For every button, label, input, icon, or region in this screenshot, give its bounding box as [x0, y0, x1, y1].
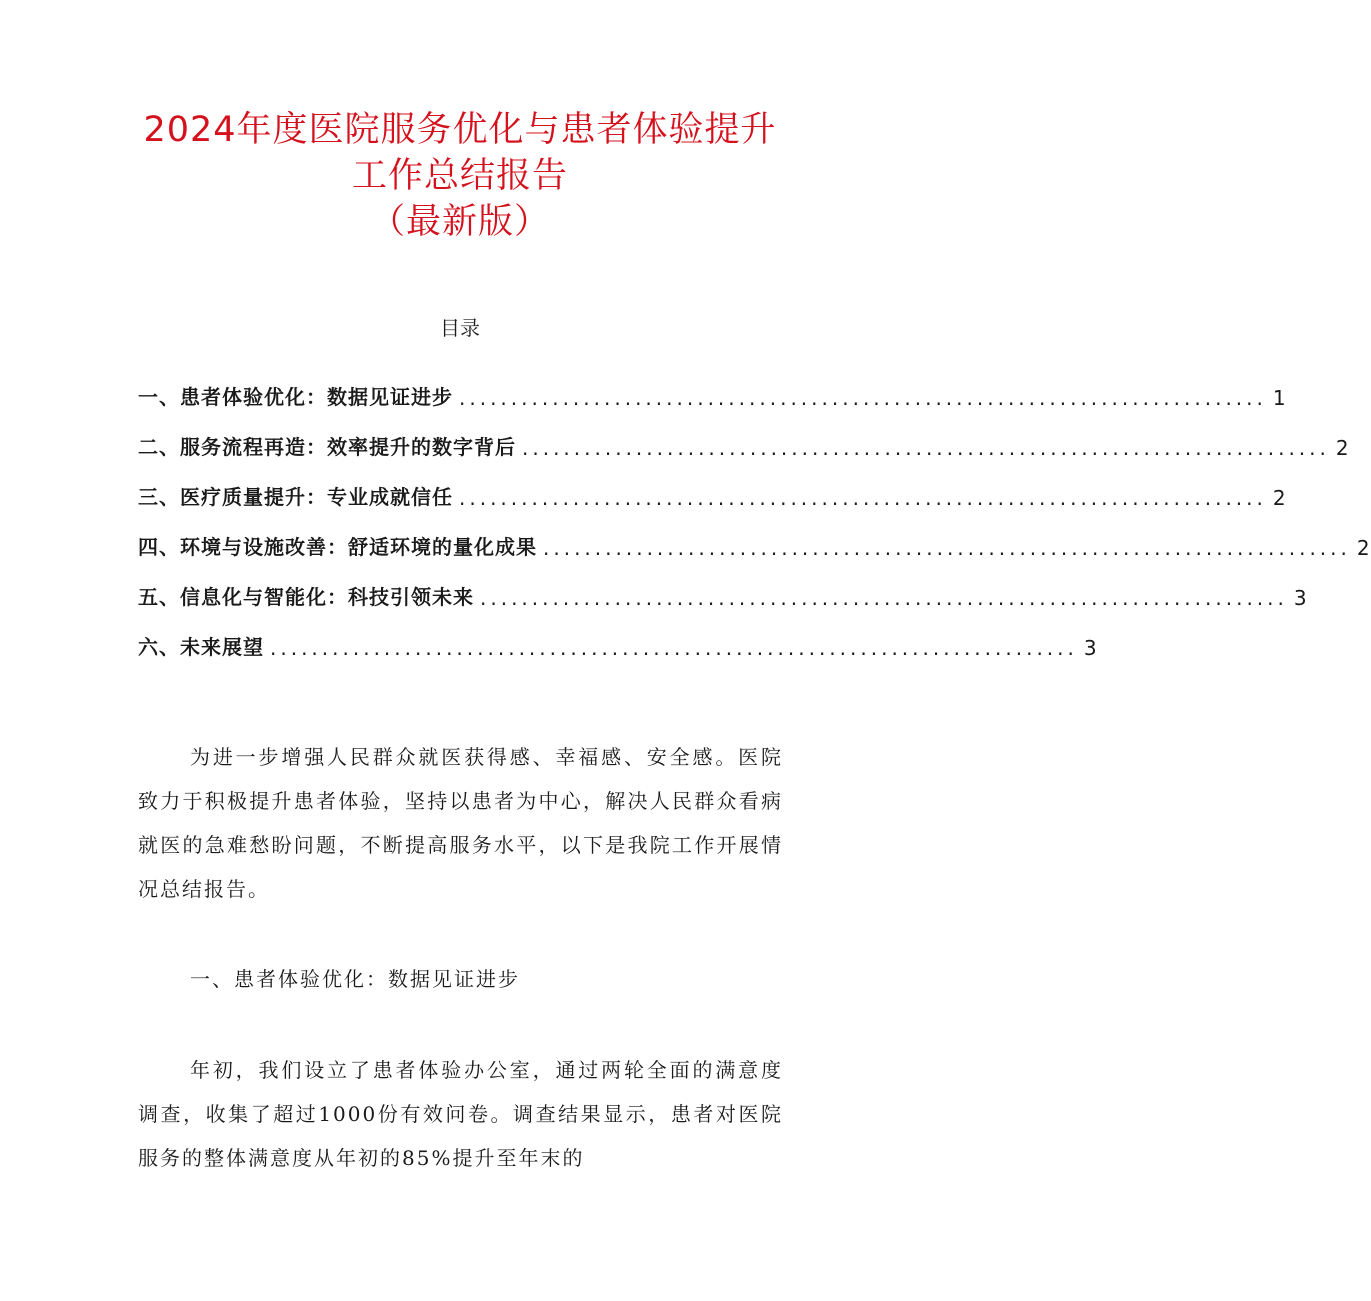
toc-entry[interactable] [138, 460, 1287, 510]
toc-entry-label: 六、未来展望 [138, 635, 264, 659]
toc-leader-dots: .............................................................................. [522, 436, 1330, 460]
toc-entry-page: 2 [1335, 436, 1350, 460]
toc-entry[interactable] [138, 560, 1308, 610]
toc-entry-page: 2 [1356, 536, 1371, 560]
section-1-heading: 一、患者体验优化：数据见证进步 [190, 967, 520, 991]
toc-entry[interactable] [138, 360, 1287, 410]
toc-entry-label: 四、环境与设施改善：舒适环境的量化成果 [138, 535, 537, 559]
report-title-line-2: 工作总结报告 [351, 156, 568, 196]
toc-heading: 目录 [440, 316, 480, 340]
toc-leader-dots: .............................................................................. [459, 486, 1267, 510]
toc-entry[interactable] [138, 410, 1350, 460]
toc-leader-dots: .............................................................................. [480, 586, 1288, 610]
report-title-line-1: 2024年度医院服务优化与患者体验提升 [143, 110, 777, 150]
toc-entry-page: 2 [1272, 486, 1287, 510]
toc-entry-page: 3 [1293, 586, 1308, 610]
toc-entry[interactable] [138, 610, 1098, 660]
toc-entry-label: 一、患者体验优化：数据见证进步 [138, 385, 453, 409]
toc-entry[interactable] [138, 510, 1371, 560]
toc-entry-page: 3 [1083, 636, 1098, 660]
section-1-paragraph: 年初，我们设立了患者体验办公室，通过两轮全面的满意度调查，收集了超过1000份有效问卷。调查结果显示，患者对医院服务的整体满意度从年初的85%提升至年末的 [138, 1058, 783, 1170]
intro-paragraph: 为进一步增强人民群众就医获得感、幸福感、安全感。医院致力于积极提升患者体验，坚持以患者为中心，解决人民群众看病就医的急难愁盼问题，不断提高服务水平，以下是我院工作开展情况总结报告。 [138, 745, 783, 901]
toc-leader-dots: .............................................................................. [459, 386, 1267, 410]
toc-entry-label: 五、信息化与智能化：科技引领未来 [138, 585, 474, 609]
toc-entry-page: 1 [1272, 386, 1287, 410]
table-of-contents [138, 360, 1371, 660]
toc-leader-dots: .............................................................................. [543, 536, 1351, 560]
toc-entry-label: 三、医疗质量提升：专业成就信任 [138, 485, 453, 509]
toc-leader-dots: .............................................................................. [270, 636, 1078, 660]
toc-entry-label: 二、服务流程再造：效率提升的数字背后 [138, 435, 516, 459]
report-title-edition: （最新版） [369, 202, 550, 242]
